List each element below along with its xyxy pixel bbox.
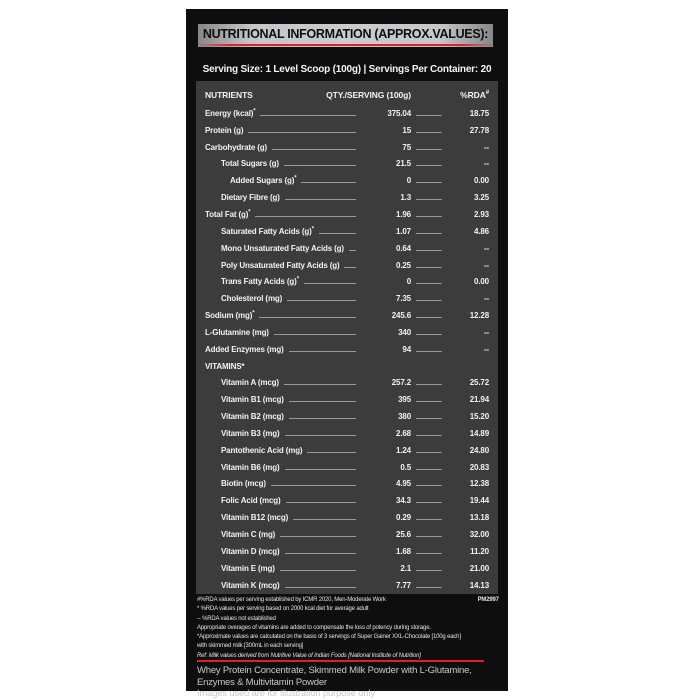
leader-line — [416, 334, 442, 335]
nutrient-label: Poly Unsaturated Fatty Acids (g) — [221, 260, 340, 270]
nutrient-qty: 245.6 — [391, 311, 411, 321]
footnote-text: *Approximate values are calculated on the basis of 3 servings of Super Gainer XXL-Chocolate [100g each] — [197, 633, 461, 641]
leader-line — [416, 300, 442, 301]
nutrient-rda: 3.25 — [474, 193, 489, 203]
nutrient-rda: 21.94 — [469, 395, 489, 405]
footnote-text: #%RDA values per serving established by ICMR 2020, Men-Moderate Work — [197, 596, 386, 603]
nutrient-rda: 32.00 — [469, 530, 489, 540]
leader-line — [416, 182, 442, 183]
nutrient-label: Trans Fatty Acids (g)* — [221, 276, 299, 287]
footnote-text: with skimmed milk [300mL in each serving] — [197, 642, 304, 650]
product-code: PM2997 — [477, 596, 499, 603]
label-footnote-mark: * — [248, 209, 251, 216]
nutrient-rda: 14.89 — [469, 428, 489, 438]
section-label: VITAMINS* — [205, 361, 245, 371]
serving-info: Serving Size: 1 Level Scoop (100g) | Servings Per Container: 20 — [202, 64, 492, 75]
table-row — [205, 122, 489, 139]
leader-line — [416, 587, 442, 588]
footnote-line — [197, 632, 499, 641]
footnote-line — [197, 623, 499, 632]
leader-line — [272, 149, 356, 150]
section-row — [205, 358, 489, 375]
nutrient-rda: 27.78 — [469, 125, 489, 135]
nutrient-qty: 1.96 — [396, 209, 411, 219]
table-row — [205, 442, 489, 459]
leader-line — [285, 553, 356, 554]
col-header-nutrients: NUTRIENTS — [205, 90, 253, 100]
nutrient-qty: 21.5 — [396, 159, 411, 169]
leader-line — [307, 452, 356, 453]
nutrient-qty: 7.35 — [396, 294, 411, 304]
nutrient-rda: 21.00 — [469, 563, 489, 573]
nutrient-qty: 0.64 — [396, 243, 411, 253]
table-row — [205, 273, 489, 290]
nutrient-rda: -- — [483, 344, 489, 354]
nutrient-qty: 395 — [398, 395, 411, 405]
leader-line — [416, 250, 442, 251]
table-row — [205, 240, 489, 257]
table-row — [205, 577, 489, 594]
leader-line — [416, 502, 442, 503]
nutrient-qty: 0.29 — [396, 513, 411, 523]
nutrient-label: Added Sugars (g)* — [230, 175, 297, 186]
product-label-panel — [186, 9, 508, 699]
leader-line — [289, 418, 356, 419]
leader-line — [416, 165, 442, 166]
leader-line — [416, 553, 442, 554]
nutrient-label: Dietary Fibre (g) — [221, 193, 280, 203]
nutrient-label: Added Enzymes (mg) — [205, 344, 284, 354]
leader-line — [259, 317, 356, 318]
leader-line — [416, 317, 442, 318]
nutrient-rda: 24.80 — [469, 445, 489, 455]
nutrient-qty: 2.68 — [396, 428, 411, 438]
label-footnote-mark: * — [311, 226, 314, 233]
nutrient-qty: 25.6 — [396, 530, 411, 540]
nutrient-qty: 1.07 — [396, 226, 411, 236]
leader-line — [416, 452, 442, 453]
leader-line — [260, 115, 356, 116]
leader-line — [280, 570, 356, 571]
bottom-description — [197, 665, 499, 700]
table-row — [205, 408, 489, 425]
table-row — [205, 526, 489, 543]
rda-footnote-mark: # — [485, 90, 489, 97]
nutrient-qty: 94 — [402, 344, 411, 354]
table-row — [205, 139, 489, 156]
nutrient-rda: 4.86 — [474, 226, 489, 236]
description-line: Whey Protein Concentrate, Skimmed Milk Powder with L-Glutamine, — [197, 665, 472, 676]
table-row — [205, 156, 489, 173]
footnote-line — [197, 614, 499, 623]
leader-line — [416, 469, 442, 470]
table-row — [205, 341, 489, 358]
leader-line — [416, 536, 442, 537]
leader-line — [271, 485, 356, 486]
leader-line — [349, 250, 356, 251]
table-row — [205, 324, 489, 341]
leader-line — [293, 519, 356, 520]
leader-line — [286, 502, 356, 503]
nutrient-rda: 19.44 — [469, 496, 489, 506]
table-row — [205, 375, 489, 392]
leader-line — [416, 149, 442, 150]
nutrient-label: Saturated Fatty Acids (g)* — [221, 226, 314, 236]
label-footnote-mark: * — [252, 310, 255, 317]
table-row — [205, 391, 489, 408]
nutrient-label: Pantothenic Acid (mg) — [221, 445, 303, 455]
footnote-text: Appropriate overages of vitamins are added to compensate the loss of potency during storage. — [197, 623, 431, 631]
nutrient-rda: 25.72 — [469, 378, 489, 388]
nutrient-label: Folic Acid (mcg) — [221, 496, 281, 506]
nutrient-label: Vitamin B12 (mcg) — [221, 513, 289, 523]
nutrient-label: Vitamin B2 (mcg) — [221, 412, 284, 422]
leader-line — [301, 182, 356, 183]
nutrient-rda: 0.00 — [474, 277, 489, 287]
footnote-line — [197, 651, 499, 660]
leader-line — [284, 384, 356, 385]
nutrition-header — [198, 24, 493, 47]
leader-line — [280, 536, 356, 537]
nutrient-label: Vitamin B6 (mg) — [221, 462, 280, 472]
footnote-text: * %RDA values per serving based on 2000 kcal diet for average adult — [197, 605, 369, 613]
footnote-text: -- %RDA values not established — [197, 614, 276, 622]
nutrient-qty: 75 — [402, 142, 411, 152]
nutrient-qty: 0.25 — [396, 260, 411, 270]
leader-line — [289, 401, 356, 402]
leader-line — [285, 469, 356, 470]
leader-line — [416, 485, 442, 486]
nutrient-rda: -- — [483, 327, 489, 337]
nutrient-label: Vitamin B1 (mcg) — [221, 395, 284, 405]
footnote-line — [197, 641, 499, 650]
nutrient-rda: -- — [483, 243, 489, 253]
table-row — [205, 509, 489, 526]
nutrient-label: Energy (kcal)* — [205, 108, 256, 118]
nutrient-qty: 0 — [406, 176, 411, 186]
footnote-text: Ref: Milk values derived from Nutritive Value of Indian Foods [National Institute of Nutrition] — [197, 651, 421, 659]
nutrient-rda: 13.18 — [469, 513, 489, 523]
nutrient-label: Vitamin C (mg) — [221, 530, 276, 540]
leader-line — [416, 570, 442, 571]
nutrient-qty: 380 — [398, 412, 411, 422]
nutrient-label: Total Fat (g)* — [205, 209, 251, 219]
footnotes — [197, 595, 499, 660]
description-line: Enzymes & Multivitamin Powder — [197, 676, 327, 688]
nutrient-rda: 12.38 — [469, 479, 489, 489]
label-footnote-mark: * — [296, 276, 299, 283]
nutrient-rda: -- — [483, 294, 489, 304]
nutrient-qty: 257.2 — [391, 378, 411, 388]
leader-line — [287, 300, 356, 301]
nutrition-header-title: NUTRITIONAL INFORMATION (APPROX.VALUES): — [202, 27, 489, 41]
col-header-qty: QTY./SERVING (100g) — [326, 90, 411, 100]
leader-line — [319, 233, 356, 234]
nutrient-rda: -- — [483, 260, 489, 270]
nutrient-rda: 2.93 — [474, 209, 489, 219]
nutrient-qty: 340 — [398, 327, 411, 337]
nutrient-label: Carbohydrate (g) — [205, 142, 268, 152]
leader-line — [248, 132, 356, 133]
leader-line — [416, 351, 442, 352]
col-header-rda: %RDA# — [460, 90, 489, 100]
table-row — [205, 290, 489, 307]
nutrient-qty: 34.3 — [396, 496, 411, 506]
nutrient-label: Protein (g) — [205, 125, 244, 135]
table-header-row — [205, 86, 489, 104]
nutrient-label: L-Glutamine (mg) — [205, 327, 269, 337]
nutrient-rda: 20.83 — [469, 462, 489, 472]
nutrient-rda: 14.13 — [469, 580, 489, 590]
leader-line — [284, 165, 356, 166]
nutrient-label: Biotin (mcg) — [221, 479, 266, 489]
nutrient-qty: 1.68 — [396, 546, 411, 556]
table-row — [205, 543, 489, 560]
nutrient-qty: 4.95 — [396, 479, 411, 489]
nutrient-qty: 0.5 — [400, 462, 411, 472]
nutrient-label: Vitamin D (mcg) — [221, 546, 280, 556]
table-row — [205, 223, 489, 240]
leader-line — [416, 132, 442, 133]
leader-line — [416, 115, 442, 116]
table-row — [205, 476, 489, 493]
nutrient-qty: 7.77 — [396, 580, 411, 590]
table-row — [205, 257, 489, 274]
nutrient-rda: 15.20 — [469, 412, 489, 422]
leader-line — [289, 351, 356, 352]
leader-line — [416, 435, 442, 436]
leader-line — [285, 587, 356, 588]
table-row — [205, 560, 489, 577]
footnote-line — [197, 595, 499, 604]
nutrient-label: Vitamin K (mcg) — [221, 580, 280, 590]
leader-line — [285, 435, 356, 436]
table-row — [205, 105, 489, 122]
nutrient-qty: 375.04 — [387, 108, 411, 118]
leader-line — [285, 199, 356, 200]
nutrient-label: Vitamin A (mcg) — [221, 378, 279, 388]
nutrient-rda: -- — [483, 142, 489, 152]
nutrient-label: Sodium (mg)* — [205, 310, 255, 321]
nutrient-label: Mono Unsaturated Fatty Acids (g) — [221, 243, 344, 253]
table-row — [205, 492, 489, 509]
leader-line — [416, 199, 442, 200]
nutrient-qty: 1.3 — [400, 193, 411, 203]
table-row — [205, 459, 489, 476]
leader-line — [416, 418, 442, 419]
red-divider-line — [197, 660, 484, 662]
label-footnote-mark: * — [294, 175, 297, 182]
table-row — [205, 172, 489, 189]
leader-line — [416, 267, 442, 268]
footnote-line — [197, 604, 499, 613]
leader-line — [255, 216, 356, 217]
leader-line — [344, 267, 356, 268]
description-line: Images used are for illustration purpose only — [197, 688, 375, 699]
nutrient-label: Vitamin E (mg) — [221, 563, 275, 573]
table-row — [205, 425, 489, 442]
nutrient-label: Cholesterol (mg) — [221, 294, 283, 304]
leader-line — [416, 233, 442, 234]
leader-line — [416, 401, 442, 402]
nutrient-rda: 11.20 — [470, 546, 489, 556]
leader-line — [416, 216, 442, 217]
nutrient-qty: 1.24 — [396, 445, 411, 455]
nutrient-rda: 12.28 — [469, 311, 489, 321]
leader-line — [304, 283, 356, 284]
nutrient-rda: 18.75 — [469, 108, 489, 118]
leader-line — [416, 283, 442, 284]
nutrient-rda: -- — [483, 159, 489, 169]
table-row — [205, 189, 489, 206]
table-row — [205, 307, 489, 324]
label-footnote-mark: * — [253, 108, 256, 115]
nutrition-table — [196, 81, 498, 594]
nutrient-label: Total Sugars (g) — [221, 159, 279, 169]
nutrient-qty: 15 — [402, 125, 411, 135]
nutrient-qty: 2.1 — [400, 563, 411, 573]
leader-line — [416, 384, 442, 385]
leader-line — [274, 334, 356, 335]
nutrient-label: Vitamin B3 (mg) — [221, 428, 280, 438]
table-rows — [205, 105, 489, 593]
table-row — [205, 206, 489, 223]
leader-line — [416, 519, 442, 520]
nutrient-qty: 0 — [406, 277, 411, 287]
nutrient-rda: 0.00 — [474, 176, 489, 186]
